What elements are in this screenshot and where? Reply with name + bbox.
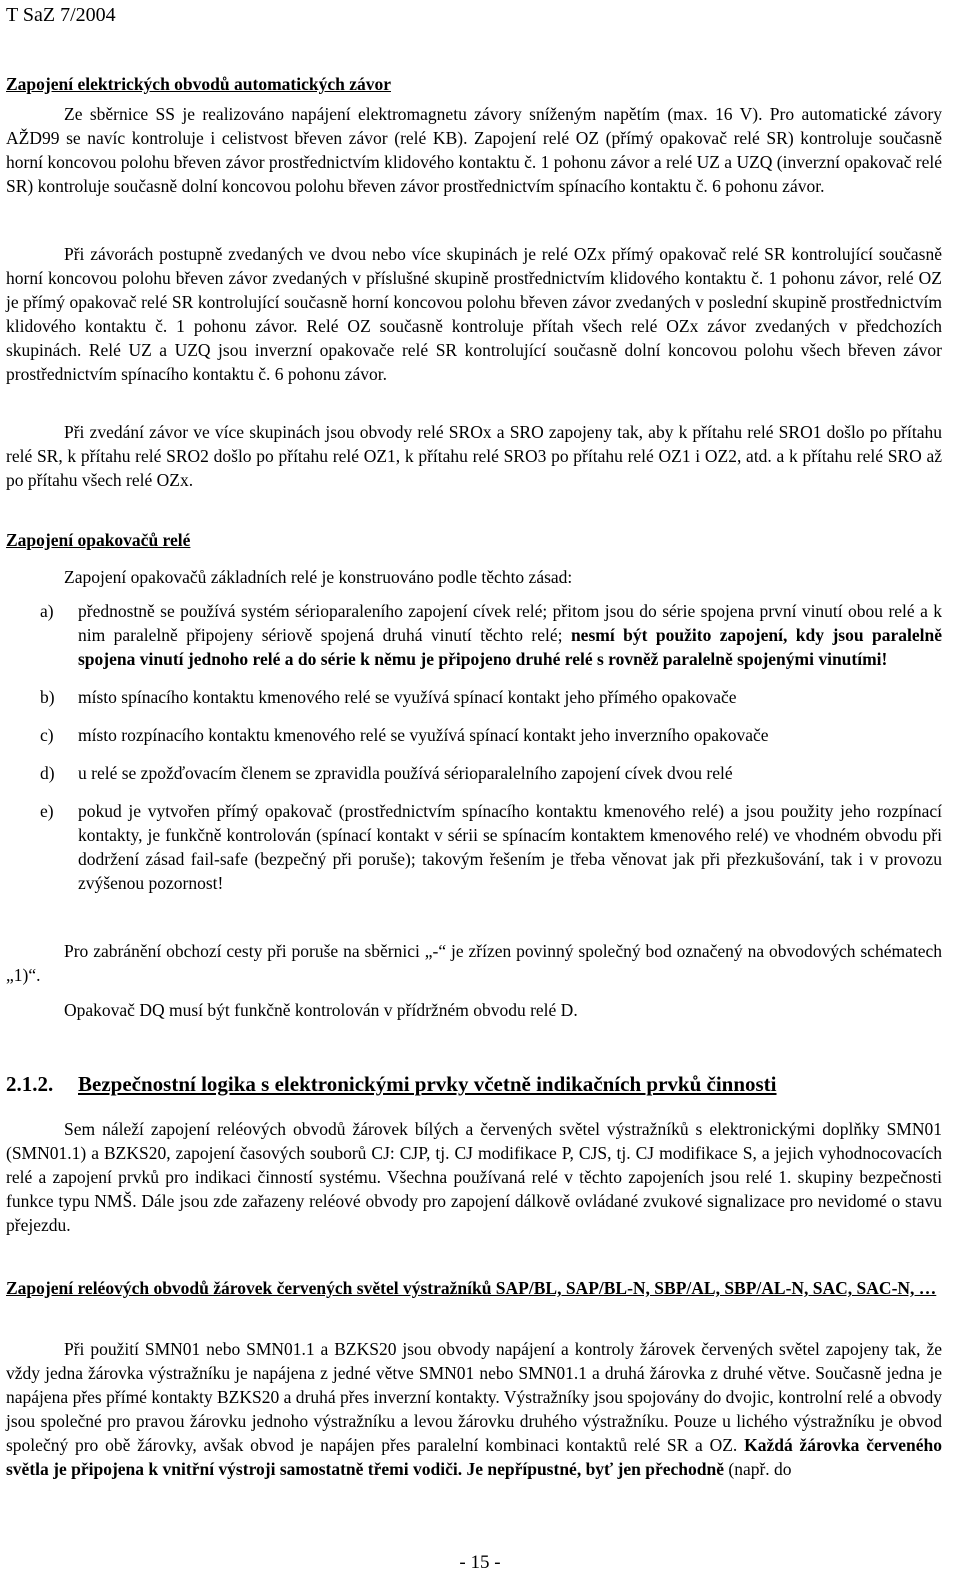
document-header: T SaZ 7/2004 [6, 4, 116, 26]
list-marker: d) [40, 763, 55, 783]
list-item-text: u relé se zpožďovacím členem se zpravidla používá sérioparalelního zapojení cívek dvou relé [78, 763, 733, 783]
list-marker: e) [40, 801, 54, 821]
list-marker: b) [40, 687, 55, 707]
paragraph-8-text: Při použití SMN01 nebo SMN01.1 a BZKS20 jsou obvody napájení a kontroly žárovek červených světel zapojeny tak, že vždy jedna žárovka výstražníku je napájena z jedné větve SMN01 nebo SMN01.1 a druhá žárovka z druhé větve. Současně jedna je napájena přes přímé kontakty BZKS20 a druhá přes inverzní kontakty. Výstražníky jsou spojovány do dvojic, kontrolní relé a obvody jsou společné pro pravou žárovku jednoho výstražníku a levou žárovku druhého výstražníku. Pouze u lichého výstražníku je obvod společný pro obě žárovky, avšak obvod je napájen přes paralelní kombinaci kontaktů relé SR a OZ. [6, 1339, 942, 1455]
heading-zapojeni-obvodu: Zapojení elektrických obvodů automatických závor [6, 74, 391, 94]
paragraph-8 [6, 1337, 942, 1481]
paragraph-3: Při zvedání závor ve více skupinách jsou obvody relé SROx a SRO zapojeny tak, aby k přítahu relé SRO1 došlo po přítahu relé SR, k přítahu relé SRO2 došlo po přítahu relé OZ1, k přítahu relé SRO3 po přítahu relé OZ1 i OZ2, atd. a k přítahu relé SRO až po přítahu všech relé OZx. [6, 422, 942, 490]
paragraph-7: Sem náleží zapojení reléových obvodů žárovek bílých a červených světel výstražníků s elektronickými doplňky SMN01 (SMN01.1) a BZKS20, zapojení časových souborů CJ: CJP, tj. CJ modifikace P, CJS, tj. CJ modifikace S, a jejich vyhodnocovacích relé a zapojení prvků pro indikaci činností systému. Všechna používaná relé v těchto zapojeních jsou relé 1. skupiny bezpečnosti funkce typu NMŠ. Dále jsou zde zařazeny reléové obvody pro zapojení dálkově ovládané zvukové signalizace pro nevidomé o stavu přejezdu. [6, 1119, 942, 1235]
paragraph-8-bold: Každá žárovka červeného světla je připojena k vnitřní výstroji samostatně třemi vodiči. Je nepřípustné, byť jen přechodně [6, 1435, 942, 1479]
paragraph-5: Pro zabránění obchozí cesty při poruše na sběrnici „-“ je zřízen povinný společný bod označený na obvodových schématech „1)“. [6, 941, 942, 985]
paragraph-6: Opakovač DQ musí být funkčně kontrolován v přídržném obvodu relé D. [64, 1000, 578, 1020]
list-marker: c) [40, 725, 54, 745]
list-item-c [6, 723, 942, 747]
rules-list [6, 599, 942, 895]
heading-zapojeni-zarovek: Zapojení reléových obvodů žárovek červených světel výstražníků SAP/BL, SAP/BL-N, SBP/AL, SBP/AL-N, SAC, SAC-N, … [6, 1278, 937, 1298]
list-marker: a) [40, 601, 54, 621]
list-item-a [6, 599, 942, 671]
list-item-b [6, 685, 942, 709]
section-heading [6, 1072, 777, 1097]
list-item-warning: nesmí být použito zapojení, kdy jsou paralelně spojena vinutí jednoho relé a do série k němu je připojeno druhé relé s rovněž paralelně spojenými vinutími! [78, 625, 943, 669]
list-item-text: pokud je vytvořen přímý opakovač (prostřednictvím spínacího kontaktu kmenového relé) a jsou použity jeho rozpínací kontakty, je funkčně kontrolován (spínací kontakt v sérii se spínacím kontaktem kmenového relé) ve vhodném obvodu při dodržení zásad fail-safe (bezpečný při poruše); takovým řešením je třeba věnovat jak při přezkušování, tak i v provozu zvýšenou pozornost! [78, 801, 942, 893]
section-title: Bezpečnostní logika s elektronickými prvky včetně indikačních prvků činnosti [78, 1072, 777, 1096]
paragraph-4: Zapojení opakovačů základních relé je konstruováno podle těchto zásad: [64, 567, 573, 587]
page-number: - 15 - [459, 1552, 501, 1573]
paragraph-8-tail: (např. do [728, 1459, 792, 1479]
paragraph-2: Při závorách postupně zvedaných ve dvou nebo více skupinách je relé OZx přímý opakovač relé SR kontrolující současně horní koncovou polohu břeven závor zvedaných v příslušné skupině prostřednictvím klidového kontaktu č. 1 pohonu závor, relé OZ je přímý opakovač relé SR kontrolující současně horní koncovou polohu břeven závor zvedaných v poslední skupině prostřednictvím klidového kontaktu č. 1 pohonu závor. Relé OZ současně kontroluje přítah všech relé OZx závor zvedaných v předchozích skupinách. Relé UZ a UZQ jsou inverzní opakovače relé SR kontrolující současně dolní koncovou polohu všech břeven závor prostřednictvím spínacího kontaktu č. 6 pohonu závor. [6, 244, 942, 384]
list-item-e [6, 799, 942, 895]
list-item-text: přednostně se používá systém sérioparaleního zapojení cívek relé; přitom jsou do série spojena první vinutí obou relé a k nim paralelně připojeny sériově spojená druhá vinutí těchto relé; [78, 601, 942, 645]
section-number: 2.1.2. [6, 1072, 54, 1096]
heading-zapojeni-opakovacu: Zapojení opakovačů relé [6, 530, 191, 550]
list-item-text: místo spínacího kontaktu kmenového relé se využívá spínací kontakt jeho přímého opakovače [78, 687, 737, 707]
list-item-d [6, 761, 942, 785]
list-item-text: místo rozpínacího kontaktu kmenového relé se využívá spínací kontakt jeho inverzního opakovače [78, 725, 769, 745]
paragraph-1: Ze sběrnice SS je realizováno napájení elektromagnetu závory sníženým napětím (max. 16 V). Pro automatické závory AŽD99 se navíc kontroluje i celistvost břeven závor (relé KB). Zapojení relé OZ (přímý opakovač relé SR) kontroluje současně horní koncovou polohu břeven závor prostřednictvím klidového kontaktu č. 1 pohonu závor a relé UZ a UZQ (inverzní opakovač relé SR) kontroluje současně dolní koncovou polohu břeven závor prostřednictvím spínacího kontaktu č. 6 pohonu závor. [6, 104, 942, 196]
